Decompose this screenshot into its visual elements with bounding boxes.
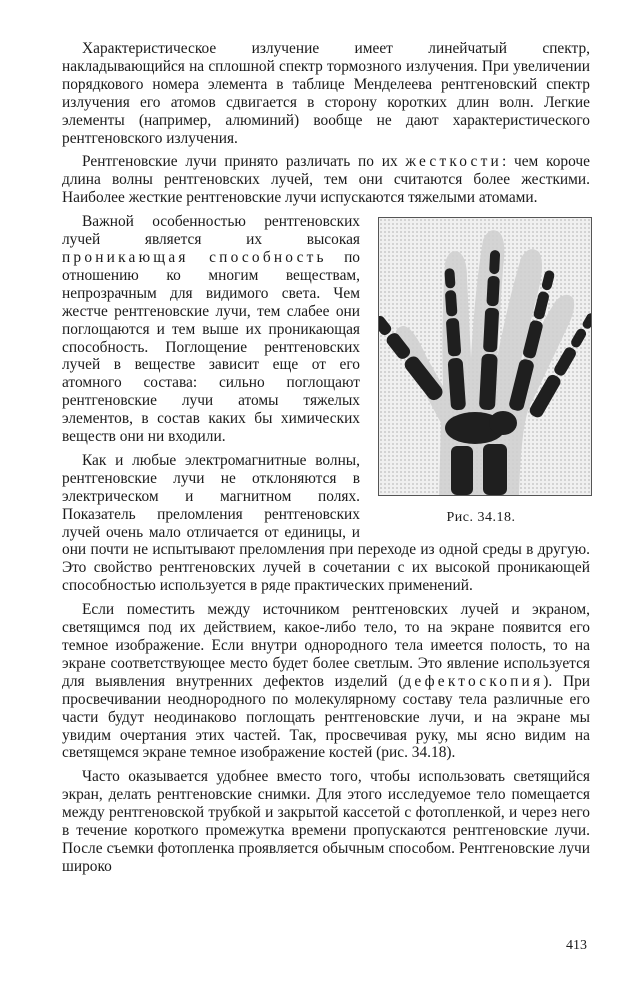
- paragraph-characteristic-radiation: Характеристическое излучение имеет линейчатый спектр, накладывающийся на сплошной спектр тормозного излучения. При увеличении порядкового номера элемента в таблице Менделеева рентгеновский спектр излучения его атомов сдвигается в сторону коротких длин волн. Легкие элементы (например, алюминий) вообще не дают характеристического рентгеновского излучения.: [62, 40, 590, 147]
- text-body: [62, 40, 590, 882]
- paragraph-hardness: [62, 153, 590, 207]
- paragraph-text: Рентгеновские лучи принято различать по их: [82, 153, 406, 171]
- spaced-term-defectoscopy: дефектоскопия: [403, 672, 544, 690]
- paragraph-text: ). При просвечивании неоднородного по молекулярному составу тела различные его части будут неодинаково поглощать рентгеновские лучи, и на экране мы увидим очертания этих частей. Так, просвечивая руку, мы ясно видим на светящемся экране темное изображение костей (рис. 34.18).: [62, 672, 591, 762]
- paragraph-em-waves: Как и любые электромагнитные волны, рентгеновские лучи не отклоняются в электрическом и магнитном полях. Показатель преломления рентгеновских лучей очень мало отличается от единицы, и они почти не испытывают преломления при переходе из одной среды в другую. Это свойство рентгеновских лучей в сочетании с их высокой проникающей способностью используется в ряде практических применений.: [62, 451, 590, 595]
- figure-34-18: [372, 217, 590, 527]
- page-number: 413: [566, 938, 587, 953]
- spaced-term-penetration: проникающая способность: [62, 248, 327, 266]
- spaced-term-hardness: жесткости: [405, 153, 502, 171]
- paragraph-text: Важной особенностью рентгеновских лучей является их высокая: [62, 213, 360, 249]
- figure-caption: Рис. 34.18.: [446, 510, 516, 526]
- paragraph-defectoscopy: [62, 601, 590, 762]
- paragraph-xray-photos: Часто оказывается удобнее вместо того, чтобы использовать светящийся экран, делать рентгеновские снимки. Для этого исследуемое тело помещается между рентгеновской трубкой и закрытой кассетой с фотопленкой, и через него в течение короткого промежутка времени пропускаются рентгеновские лучи. После съемки фотопленка проявляется обычным способом. Рентгеновские лучи широко: [62, 768, 590, 875]
- hand-xray-image: [378, 217, 592, 496]
- paragraph-text: по отношению ко многим веществам, непрозрачным для видимого света. Чем жестче рентгеновские лучи, тем слабее они поглощаются и тем выше их проникающая способность. Поглощение рентгеновских лучей в веществе зависит еще от его атомного состава: сильно поглощают рентгеновские лучи атомы тяжелых элементов, в состав каких бы химических веществ они ни входили.: [62, 248, 360, 446]
- paragraph-text: Если поместить между источником рентгеновских лучей и экраном, светящимся под их действием, какое-либо тело, то на экране появится его темное изображение. Если внутри однородного тела имеется полость, то на экране соответствующее место будет более светлым. Это явление используется для выявления внутренних дефектов изделий (: [62, 601, 590, 690]
- paragraph-text: : чем короче длина волны рентгеновских лучей, тем они считаются более жесткими. Наиболее жесткие рентгеновские лучи испускаются тяжелыми атомами.: [62, 153, 590, 207]
